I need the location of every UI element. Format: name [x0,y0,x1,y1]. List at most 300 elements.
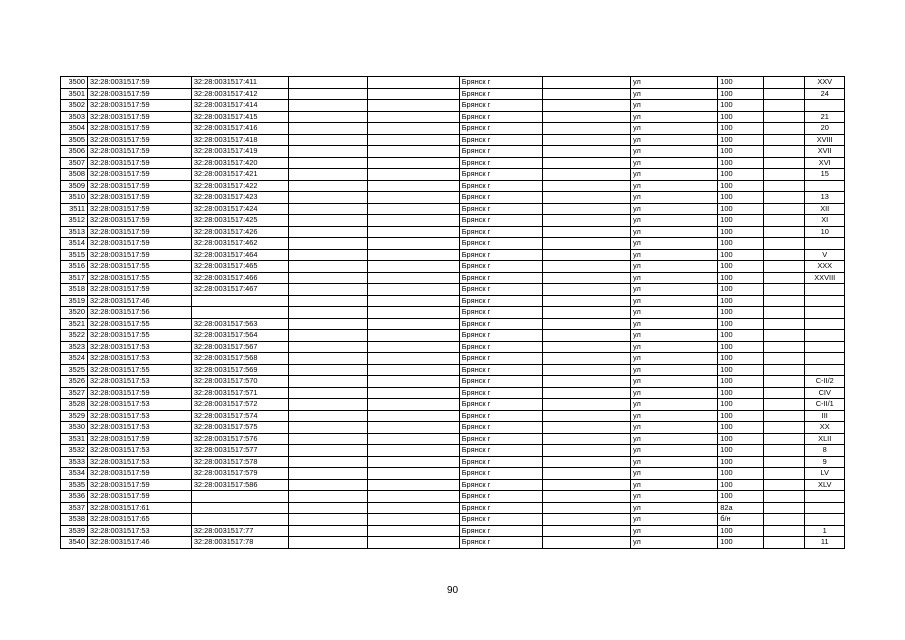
cell-empty-cell [368,468,459,480]
parcel-number-cell: 32:28:0031517:59 [87,238,191,250]
street-type-cell: ул [631,353,718,365]
street-type-cell: ул [631,537,718,549]
house-number-cell [805,307,845,319]
cell-empty-cell [368,422,459,434]
table-row [61,261,845,273]
city-cell: Брянск г [459,514,542,526]
parcel-number-cell: 32:28:0031517:61 [87,502,191,514]
cell-empty-cell [289,433,368,445]
cell-empty-cell [368,123,459,135]
parcel-number-cell: 32:28:0031517:59 [87,146,191,158]
cell-empty-cell [763,77,805,89]
parcel-number-cell: 32:28:0031517:55 [87,330,191,342]
share-value-cell: 100 [718,77,764,89]
row-number-cell: 3533 [61,456,88,468]
city-cell: Брянск г [459,330,542,342]
cell-empty-cell [763,433,805,445]
parcel-number-cell: 32:28:0031517:53 [87,410,191,422]
table-row [61,238,845,250]
cell-empty-cell [289,284,368,296]
parcel-number-cell: 32:28:0031517:59 [87,433,191,445]
house-number-cell [805,295,845,307]
cell-empty-cell [542,249,630,261]
house-number-cell: 20 [805,123,845,135]
share-value-cell: 100 [718,468,764,480]
city-cell: Брянск г [459,537,542,549]
object-number-cell: 32:28:0031517:578 [191,456,289,468]
city-cell: Брянск г [459,376,542,388]
row-number-cell: 3504 [61,123,88,135]
street-type-cell: ул [631,134,718,146]
share-value-cell: 100 [718,491,764,503]
cell-empty-cell [763,456,805,468]
cell-empty-cell [542,330,630,342]
row-number-cell: 3527 [61,387,88,399]
parcel-number-cell: 32:28:0031517:53 [87,399,191,411]
cell-empty-cell [542,261,630,273]
share-value-cell: 100 [718,318,764,330]
table-row [61,180,845,192]
table-row [61,192,845,204]
cell-empty-cell [763,410,805,422]
street-type-cell: ул [631,468,718,480]
cell-empty-cell [542,169,630,181]
row-number-cell: 3535 [61,479,88,491]
parcel-number-cell: 32:28:0031517:53 [87,353,191,365]
parcel-number-cell: 32:28:0031517:59 [87,192,191,204]
cell-empty-cell [289,422,368,434]
share-value-cell: 100 [718,249,764,261]
house-number-cell: C-II/1 [805,399,845,411]
cell-empty-cell [368,537,459,549]
table-row [61,514,845,526]
cell-empty-cell [763,100,805,112]
share-value-cell: 100 [718,215,764,227]
share-value-cell: 100 [718,123,764,135]
cell-empty-cell [763,376,805,388]
share-value-cell: 100 [718,88,764,100]
house-number-cell: XXX [805,261,845,273]
house-number-cell: 8 [805,445,845,457]
table-row [61,134,845,146]
share-value-cell: 82а [718,502,764,514]
row-number-cell: 3502 [61,100,88,112]
object-number-cell: 32:28:0031517:570 [191,376,289,388]
table-body [61,77,845,549]
parcel-number-cell: 32:28:0031517:53 [87,422,191,434]
table-row [61,215,845,227]
city-cell: Брянск г [459,364,542,376]
table-row [61,502,845,514]
cell-empty-cell [368,341,459,353]
city-cell: Брянск г [459,502,542,514]
street-type-cell: ул [631,284,718,296]
object-number-cell: 32:28:0031517:425 [191,215,289,227]
house-number-cell [805,330,845,342]
table-row [61,456,845,468]
share-value-cell: 100 [718,203,764,215]
street-type-cell: ул [631,261,718,273]
parcel-number-cell: 32:28:0031517:59 [87,468,191,480]
cell-empty-cell [542,456,630,468]
city-cell: Брянск г [459,433,542,445]
cell-empty-cell [763,146,805,158]
house-number-cell: V [805,249,845,261]
object-number-cell: 32:28:0031517:577 [191,445,289,457]
object-number-cell: 32:28:0031517:567 [191,341,289,353]
street-type-cell: ул [631,88,718,100]
cell-empty-cell [542,203,630,215]
cell-empty-cell [763,364,805,376]
object-number-cell: 32:28:0031517:424 [191,203,289,215]
parcel-number-cell: 32:28:0031517:59 [87,180,191,192]
cell-empty-cell [368,215,459,227]
house-number-cell: 15 [805,169,845,181]
parcel-number-cell: 32:28:0031517:55 [87,261,191,273]
cell-empty-cell [368,100,459,112]
table-row [61,77,845,89]
parcel-number-cell: 32:28:0031517:53 [87,456,191,468]
house-number-cell: XI [805,215,845,227]
street-type-cell: ул [631,376,718,388]
city-cell: Брянск г [459,422,542,434]
house-number-cell: XX [805,422,845,434]
cell-empty-cell [289,330,368,342]
share-value-cell: 100 [718,192,764,204]
house-number-cell [805,318,845,330]
city-cell: Брянск г [459,295,542,307]
cell-empty-cell [368,295,459,307]
object-number-cell [191,295,289,307]
parcel-number-cell: 32:28:0031517:59 [87,491,191,503]
cell-empty-cell [368,77,459,89]
cell-empty-cell [368,445,459,457]
share-value-cell: 100 [718,364,764,376]
city-cell: Брянск г [459,353,542,365]
parcel-number-cell: 32:28:0031517:53 [87,445,191,457]
city-cell: Брянск г [459,123,542,135]
object-number-cell: 32:28:0031517:411 [191,77,289,89]
cell-empty-cell [289,479,368,491]
street-type-cell: ул [631,330,718,342]
cell-empty-cell [763,514,805,526]
cell-empty-cell [542,445,630,457]
row-number-cell: 3526 [61,376,88,388]
cell-empty-cell [542,88,630,100]
cell-empty-cell [368,491,459,503]
street-type-cell: ул [631,502,718,514]
cell-empty-cell [289,318,368,330]
cell-empty-cell [542,364,630,376]
cell-empty-cell [542,157,630,169]
cell-empty-cell [763,491,805,503]
parcel-number-cell: 32:28:0031517:59 [87,249,191,261]
city-cell: Брянск г [459,249,542,261]
street-type-cell: ул [631,422,718,434]
street-type-cell: ул [631,341,718,353]
object-number-cell: 32:28:0031517:586 [191,479,289,491]
street-type-cell: ул [631,307,718,319]
object-number-cell: 32:28:0031517:416 [191,123,289,135]
cell-empty-cell [289,272,368,284]
object-number-cell: 32:28:0031517:569 [191,364,289,376]
cell-empty-cell [368,433,459,445]
table-row [61,203,845,215]
cell-empty-cell [289,100,368,112]
street-type-cell: ул [631,111,718,123]
cell-empty-cell [368,376,459,388]
share-value-cell: 100 [718,134,764,146]
parcel-number-cell: 32:28:0031517:59 [87,100,191,112]
cell-empty-cell [763,215,805,227]
house-number-cell: XXVIII [805,272,845,284]
object-number-cell: 32:28:0031517:414 [191,100,289,112]
city-cell: Брянск г [459,410,542,422]
object-number-cell [191,307,289,319]
row-number-cell: 3507 [61,157,88,169]
row-number-cell: 3510 [61,192,88,204]
street-type-cell: ул [631,157,718,169]
cell-empty-cell [763,330,805,342]
parcel-number-cell: 32:28:0031517:59 [87,123,191,135]
street-type-cell: ул [631,203,718,215]
cell-empty-cell [542,238,630,250]
row-number-cell: 3519 [61,295,88,307]
parcel-number-cell: 32:28:0031517:59 [87,134,191,146]
object-number-cell: 32:28:0031517:465 [191,261,289,273]
object-number-cell: 32:28:0031517:568 [191,353,289,365]
street-type-cell: ул [631,525,718,537]
table-row [61,249,845,261]
cell-empty-cell [542,376,630,388]
city-cell: Брянск г [459,261,542,273]
row-number-cell: 3506 [61,146,88,158]
table-row [61,111,845,123]
object-number-cell: 32:28:0031517:78 [191,537,289,549]
cell-empty-cell [368,192,459,204]
row-number-cell: 3529 [61,410,88,422]
cell-empty-cell [289,226,368,238]
cell-empty-cell [542,433,630,445]
object-number-cell [191,502,289,514]
table-row [61,537,845,549]
parcel-number-cell: 32:28:0031517:46 [87,537,191,549]
cell-empty-cell [763,537,805,549]
share-value-cell: б/н [718,514,764,526]
parcel-number-cell: 32:28:0031517:59 [87,284,191,296]
cell-empty-cell [368,203,459,215]
parcel-number-cell: 32:28:0031517:59 [87,77,191,89]
table-row [61,284,845,296]
city-cell: Брянск г [459,146,542,158]
cell-empty-cell [763,203,805,215]
row-number-cell: 3520 [61,307,88,319]
cell-empty-cell [289,215,368,227]
row-number-cell: 3522 [61,330,88,342]
row-number-cell: 3513 [61,226,88,238]
city-cell: Брянск г [459,318,542,330]
table-row [61,353,845,365]
object-number-cell: 32:28:0031517:422 [191,180,289,192]
cell-empty-cell [542,123,630,135]
parcel-number-cell: 32:28:0031517:55 [87,364,191,376]
share-value-cell: 100 [718,111,764,123]
street-type-cell: ул [631,514,718,526]
cell-empty-cell [763,468,805,480]
table-row [61,445,845,457]
street-type-cell: ул [631,169,718,181]
street-type-cell: ул [631,433,718,445]
cell-empty-cell [368,226,459,238]
street-type-cell: ул [631,387,718,399]
parcel-number-cell: 32:28:0031517:53 [87,525,191,537]
row-number-cell: 3536 [61,491,88,503]
row-number-cell: 3523 [61,341,88,353]
cell-empty-cell [368,146,459,158]
cell-empty-cell [763,479,805,491]
cell-empty-cell [763,169,805,181]
cell-empty-cell [368,272,459,284]
row-number-cell: 3505 [61,134,88,146]
object-number-cell: 32:28:0031517:575 [191,422,289,434]
share-value-cell: 100 [718,295,764,307]
cell-empty-cell [763,226,805,238]
city-cell: Брянск г [459,491,542,503]
object-number-cell: 32:28:0031517:467 [191,284,289,296]
cell-empty-cell [289,491,368,503]
cell-empty-cell [368,410,459,422]
cell-empty-cell [368,456,459,468]
cell-empty-cell [289,376,368,388]
cell-empty-cell [289,537,368,549]
cell-empty-cell [368,399,459,411]
cell-empty-cell [289,180,368,192]
cell-empty-cell [289,410,368,422]
cell-empty-cell [289,111,368,123]
street-type-cell: ул [631,77,718,89]
row-number-cell: 3517 [61,272,88,284]
parcel-number-cell: 32:28:0031517:53 [87,376,191,388]
object-number-cell: 32:28:0031517:572 [191,399,289,411]
row-number-cell: 3530 [61,422,88,434]
row-number-cell: 3528 [61,399,88,411]
share-value-cell: 100 [718,226,764,238]
cell-empty-cell [542,284,630,296]
cell-empty-cell [368,525,459,537]
row-number-cell: 3515 [61,249,88,261]
city-cell: Брянск г [459,479,542,491]
table-row [61,364,845,376]
cell-empty-cell [763,353,805,365]
cell-empty-cell [289,123,368,135]
share-value-cell: 100 [718,376,764,388]
cell-empty-cell [289,169,368,181]
parcel-number-cell: 32:28:0031517:53 [87,341,191,353]
cell-empty-cell [368,134,459,146]
cell-empty-cell [542,341,630,353]
share-value-cell: 100 [718,410,764,422]
parcel-number-cell: 32:28:0031517:46 [87,295,191,307]
cell-empty-cell [763,399,805,411]
share-value-cell: 100 [718,169,764,181]
cell-empty-cell [763,272,805,284]
cell-empty-cell [368,318,459,330]
row-number-cell: 3537 [61,502,88,514]
street-type-cell: ул [631,456,718,468]
city-cell: Брянск г [459,525,542,537]
cell-empty-cell [763,422,805,434]
house-number-cell [805,341,845,353]
share-value-cell: 100 [718,456,764,468]
object-number-cell [191,491,289,503]
table-row [61,88,845,100]
house-number-cell: 10 [805,226,845,238]
street-type-cell: ул [631,445,718,457]
cell-empty-cell [542,514,630,526]
house-number-cell: III [805,410,845,422]
cell-empty-cell [763,111,805,123]
cell-empty-cell [368,307,459,319]
parcel-number-cell: 32:28:0031517:59 [87,203,191,215]
city-cell: Брянск г [459,157,542,169]
row-number-cell: 3539 [61,525,88,537]
street-type-cell: ул [631,100,718,112]
cell-empty-cell [542,410,630,422]
cell-empty-cell [289,192,368,204]
street-type-cell: ул [631,318,718,330]
row-number-cell: 3516 [61,261,88,273]
cell-empty-cell [542,422,630,434]
cell-empty-cell [289,502,368,514]
city-cell: Брянск г [459,468,542,480]
object-number-cell: 32:28:0031517:563 [191,318,289,330]
table-row [61,433,845,445]
city-cell: Брянск г [459,456,542,468]
row-number-cell: 3501 [61,88,88,100]
cell-empty-cell [542,537,630,549]
table-row [61,318,845,330]
cell-empty-cell [763,525,805,537]
cell-empty-cell [763,249,805,261]
city-cell: Брянск г [459,307,542,319]
object-number-cell: 32:28:0031517:426 [191,226,289,238]
street-type-cell: ул [631,215,718,227]
share-value-cell: 100 [718,272,764,284]
street-type-cell: ул [631,399,718,411]
table-row [61,295,845,307]
parcel-number-cell: 32:28:0031517:56 [87,307,191,319]
cell-empty-cell [763,157,805,169]
table-row [61,169,845,181]
house-number-cell [805,502,845,514]
share-value-cell: 100 [718,525,764,537]
street-type-cell: ул [631,364,718,376]
cell-empty-cell [368,88,459,100]
cell-empty-cell [542,226,630,238]
cell-empty-cell [368,364,459,376]
cell-empty-cell [542,353,630,365]
cell-empty-cell [763,123,805,135]
row-number-cell: 3512 [61,215,88,227]
row-number-cell: 3518 [61,284,88,296]
house-number-cell: XVIII [805,134,845,146]
object-number-cell: 32:28:0031517:418 [191,134,289,146]
row-number-cell: 3509 [61,180,88,192]
cell-empty-cell [289,468,368,480]
city-cell: Брянск г [459,238,542,250]
parcel-number-cell: 32:28:0031517:59 [87,215,191,227]
house-number-cell: 9 [805,456,845,468]
